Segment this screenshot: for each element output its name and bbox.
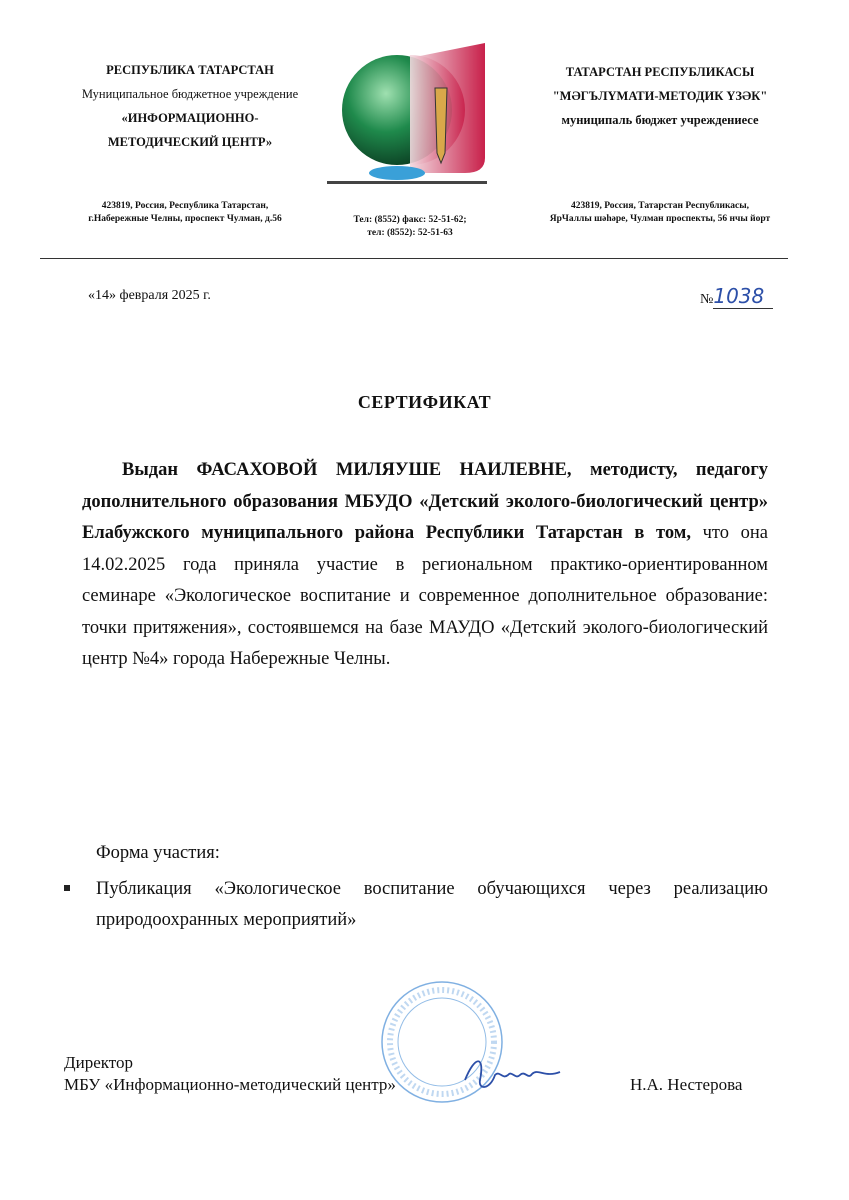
- header-left-line1: РЕСПУБЛИКА ТАТАРСТАН: [106, 63, 274, 77]
- phone-line1: Тел: (8552) факс: 52-51-62;: [353, 215, 467, 225]
- header-left-line4: МЕТОДИЧЕСКИЙ ЦЕНТР»: [107, 135, 273, 149]
- participation-form-label: Форма участия:: [96, 843, 220, 863]
- document-date: «14» февраля 2025 г.: [88, 288, 211, 303]
- phone-block: [330, 214, 490, 240]
- address-right-line1: 423819, Россия, Татарстан Республикасы,: [570, 201, 750, 211]
- number-prefix: №: [700, 292, 714, 307]
- participation-list-item: [64, 874, 768, 936]
- signatory-org: МБУ «Информационно-методический центр»: [64, 1075, 396, 1094]
- address-left-line2: г.Набережные Челны, проспект Чулман, д.56: [88, 214, 282, 224]
- signature: [460, 1050, 570, 1100]
- handwritten-number: 1038: [713, 284, 773, 309]
- certificate-title: СЕРТИФИКАТ: [357, 392, 492, 412]
- logo: [325, 38, 490, 188]
- header-divider: [40, 258, 788, 259]
- header-right-line2: "МӘГЪЛҮМАТИ-МЕТОДИК ҮЗӘК": [552, 89, 768, 103]
- address-left: [40, 200, 330, 226]
- signatory-position: Директор: [64, 1053, 133, 1072]
- participation-text: что она 14.02.2025 года приняла участие в региональном практико-ориентированном семинаре «Экологическое воспитание и современное дополнительное образование: точки притяжения», состоявшемся на базе МАУДО «Детский эколого-биологический центр №4» города Набережные Челны.: [82, 523, 768, 669]
- signatory-block: [64, 1052, 396, 1096]
- header-right-line1: ТАТАРСТАН РЕСПУБЛИКАСЫ: [565, 65, 755, 79]
- header-right-line3: муниципаль бюджет учреждениесе: [561, 113, 759, 127]
- address-right-line2: ЯрЧаллы шәһәре, Чулман проспекты, 56 нчы йорт: [549, 214, 771, 224]
- org-header-left: [40, 58, 340, 154]
- bullet-icon: [64, 885, 70, 891]
- phone-line2: тел: (8552): 52-51-63: [367, 228, 453, 238]
- document-number: [700, 284, 773, 309]
- header-left-line3: «ИНФОРМАЦИОННО-: [121, 111, 259, 125]
- recipient-text: Выдан ФАСАХОВОЙ МИЛЯУШЕ НАИЛЕВНЕ, методисту, педагогу дополнительного образования МБУДО «Детский эколого-биологический центр» Елабужского муниципального района Республики Татарстан в том,: [82, 460, 768, 543]
- org-header-right: [510, 60, 810, 132]
- signatory-name: Н.А. Нестерова: [630, 1075, 743, 1094]
- publication-text: Публикация «Экологическое воспитание обучающихся через реализацию природоохранных мероприятий»: [96, 879, 768, 930]
- address-right: [510, 200, 810, 226]
- address-left-line1: 423819, Россия, Республика Татарстан,: [101, 201, 269, 211]
- header-left-line2: Муниципальное бюджетное учреждение: [81, 87, 299, 101]
- certificate-body: [82, 455, 768, 676]
